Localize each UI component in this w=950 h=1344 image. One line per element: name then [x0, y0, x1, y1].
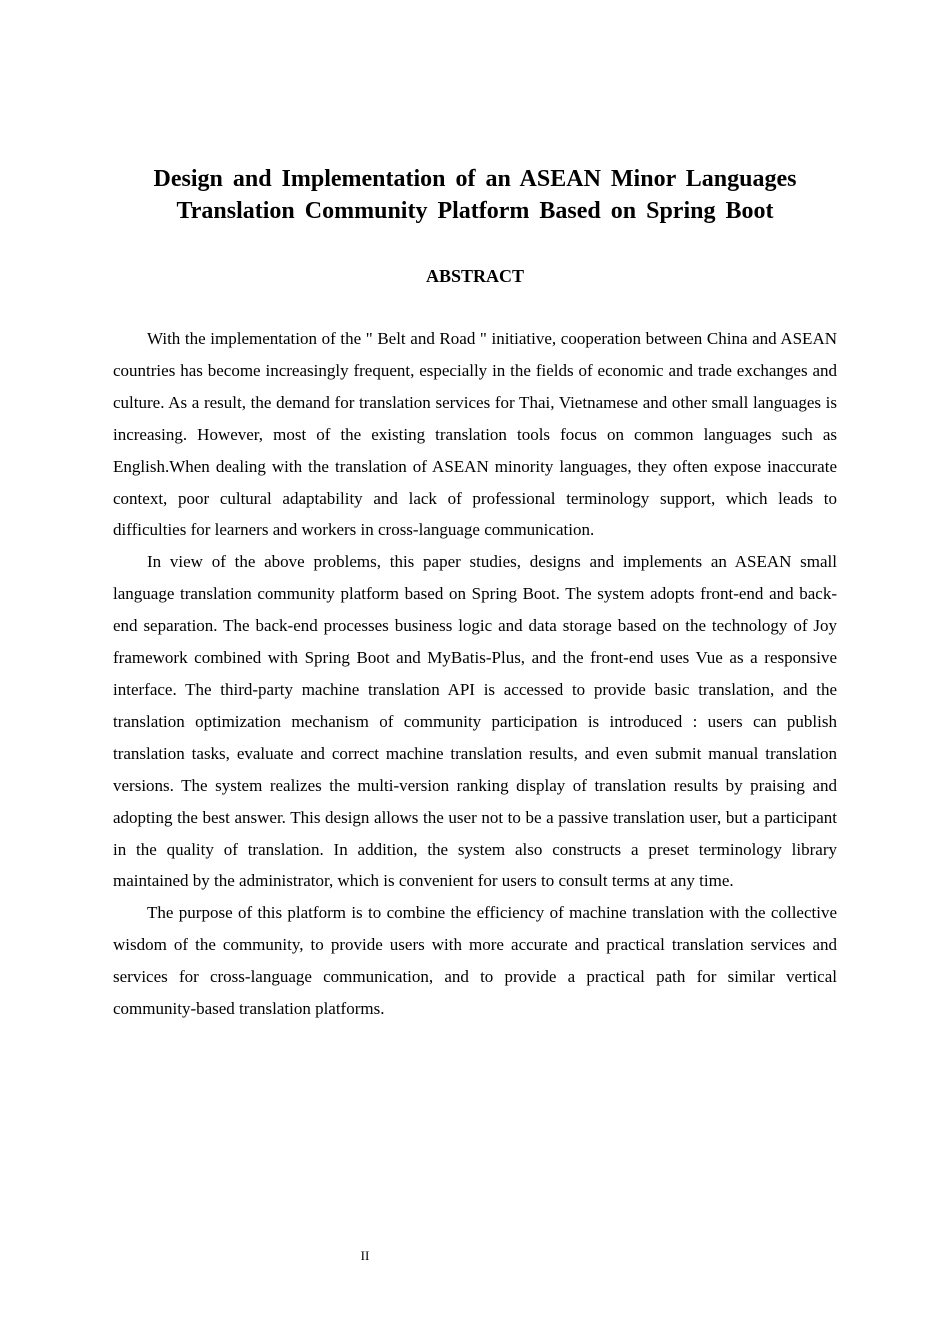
abstract-paragraph-3: The purpose of this platform is to combine the efficiency of machine translation with the collective wisdom of the community, to provide users with more accurate and practical translation services and services for cross-language communication, and to provide a practical path for similar vertical community-based translation platforms. — [113, 903, 837, 1019]
page-number: II — [360, 1248, 370, 1263]
paper-title-line-2: Translation Community Platform Based on Spring Boot — [176, 198, 774, 224]
abstract-paragraph-1: With the implementation of the " Belt and Road " initiative, cooperation between China and ASEAN countries has become increasingly frequent, especially in the fields of economic and trade exchanges and culture. As a result, the demand for translation services for Thai, Vietnamese and other small languages is increasing. However, most of the existing translation tools focus on common languages such as English.When dealing with the translation of ASEAN minority languages, they often expose inaccurate context, poor cultural adaptability and lack of professional terminology support, which leads to difficulties for learners and workers in cross-language communication. — [113, 329, 837, 540]
abstract-paragraph-2: In view of the above problems, this paper studies, designs and implements an ASEAN small language translation community platform based on Spring Boot. The system adopts front-end and back-end separation. The back-end processes business logic and data storage based on the technology of Joy framework combined with Spring Boot and MyBatis-Plus, and the front-end uses Vue as a responsive interface. The third-party machine translation API is accessed to provide basic translation, and the translation optimization mechanism of community participation is introduced : users can publish translation tasks, evaluate and correct machine translation results, and even submit manual translation versions. The system realizes the multi-version ranking display of translation results by praising and adopting the best answer. This design allows the user not to be a passive translation user, but a participant in the quality of translation. In addition, the system also constructs a preset terminology library maintained by the administrator, which is convenient for users to consult terms at any time. — [113, 552, 837, 891]
abstract-heading: ABSTRACT — [425, 266, 525, 286]
paper-title-line-1: Design and Implementation of an ASEAN Minor Languages — [153, 166, 797, 192]
paper-title — [113, 163, 837, 227]
abstract-body — [113, 323, 837, 1025]
